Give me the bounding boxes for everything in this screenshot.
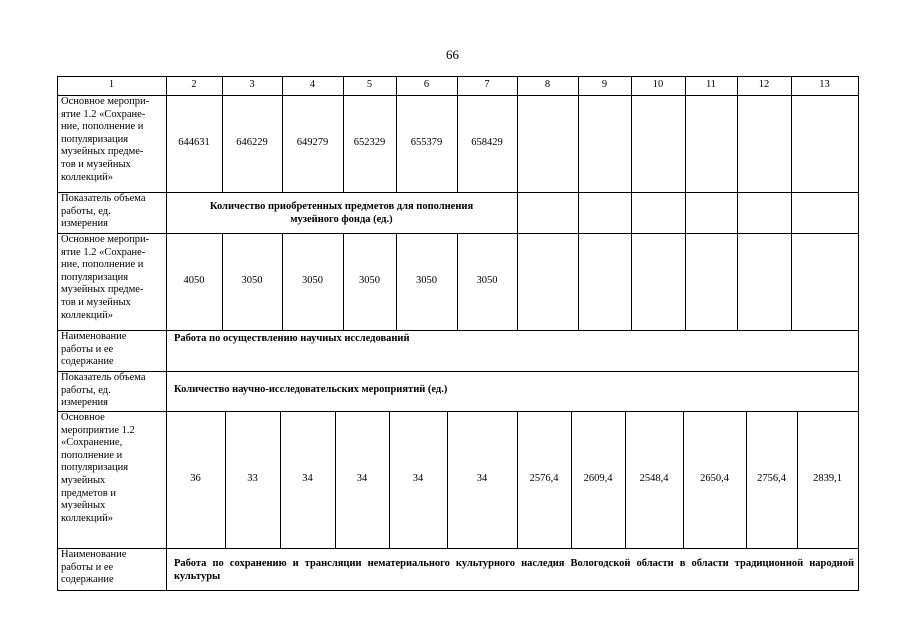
value-cell: 4050 xyxy=(183,275,205,287)
column-header: 10 xyxy=(652,79,664,91)
table-rule xyxy=(858,371,859,412)
row-label: Наименование работы и ее содержание xyxy=(61,331,127,368)
work-name-text: Работа по осуществлению научных исследований xyxy=(174,333,410,344)
indicator-text: Количество приобретенных предметов для пополнения музейного фонда (ед.) xyxy=(209,201,474,225)
row-label: Основное меропри- ятие 1.2 «Сохране- ние, пополнение и популяризация музейных предме- тов и музейных коллекций» xyxy=(61,96,150,183)
row-label: Наименование работы и ее содержание xyxy=(61,549,127,586)
table-rule xyxy=(737,233,738,331)
table-rule xyxy=(858,95,859,193)
table-rule xyxy=(685,192,686,234)
column-header: 6 xyxy=(423,79,430,91)
column-header: 3 xyxy=(249,79,255,91)
table-rule xyxy=(685,233,686,331)
value-cell: 3050 xyxy=(476,275,498,287)
value-cell: 34 xyxy=(356,473,368,485)
table-rule xyxy=(631,233,632,331)
value-cell: 2609,4 xyxy=(583,473,613,485)
value-cell: 644631 xyxy=(178,137,210,149)
table-rule xyxy=(57,590,859,591)
value-cell: 33 xyxy=(247,473,258,485)
table-rule xyxy=(858,548,859,591)
table-rule xyxy=(737,192,738,234)
column-header: 5 xyxy=(366,79,373,91)
table-rule xyxy=(858,411,859,549)
value-cell: 2839,1 xyxy=(813,473,842,485)
table-rule xyxy=(858,76,859,96)
table-rule xyxy=(858,330,859,372)
table-rule xyxy=(517,192,518,234)
value-cell: 3050 xyxy=(302,275,323,287)
column-header: 2 xyxy=(191,79,197,91)
row-label: Основное мероприятие 1.2 «Сохранение, пополнение и популяризация музейных предметов и музейных коллекций» xyxy=(61,412,135,524)
table-rule xyxy=(791,233,792,331)
value-cell: 34 xyxy=(476,473,488,485)
table-rule xyxy=(791,192,792,234)
work-name-text: Работа по сохранению и трансляции нематериального культурного наследия Вологодской области в области традиционной народной культуры xyxy=(174,558,854,582)
value-cell: 646229 xyxy=(236,137,268,149)
value-cell: 2756,4 xyxy=(757,473,786,485)
value-cell: 2576,4 xyxy=(529,473,559,485)
table-rule xyxy=(631,192,632,234)
value-cell: 36 xyxy=(190,473,201,485)
table-rule xyxy=(631,95,632,193)
table-rule xyxy=(517,233,518,331)
value-cell: 658429 xyxy=(471,137,503,149)
column-header: 13 xyxy=(819,79,830,91)
value-cell: 649279 xyxy=(296,137,329,149)
table-rule xyxy=(858,233,859,331)
column-header: 11 xyxy=(705,79,717,91)
row-label: Показатель объема работы, ед. измерения xyxy=(61,372,146,409)
column-header: 9 xyxy=(601,79,608,91)
table-rule xyxy=(791,95,792,193)
indicator-text: Количество научно-исследовательских мероприятий (ед.) xyxy=(174,384,448,395)
column-header: 8 xyxy=(544,79,551,91)
table-rule xyxy=(737,95,738,193)
column-header: 1 xyxy=(108,79,115,91)
value-cell: 3050 xyxy=(416,275,437,287)
value-cell: 3050 xyxy=(359,275,380,287)
value-cell: 2650,4 xyxy=(700,473,729,485)
page-number: 66 xyxy=(446,47,459,62)
value-cell: 655379 xyxy=(410,137,443,149)
column-header: 7 xyxy=(484,79,490,91)
row-label: Показатель объема работы, ед. измерения xyxy=(61,193,146,230)
value-cell: 34 xyxy=(412,473,424,485)
column-header: 12 xyxy=(758,79,770,91)
value-cell: 2548,4 xyxy=(639,473,669,485)
value-cell: 652329 xyxy=(353,137,386,149)
table-rule xyxy=(685,95,686,193)
table-rule xyxy=(578,233,579,331)
value-cell: 3050 xyxy=(241,275,263,287)
table-rule xyxy=(858,192,859,234)
value-cell: 34 xyxy=(302,473,313,485)
table-rule xyxy=(578,95,579,193)
table-rule xyxy=(578,192,579,234)
table-rule xyxy=(517,95,518,193)
row-label: Основное меропри- ятие 1.2 «Сохране- ние, пополнение и популяризация музейных предме- тов и музейных коллекций» xyxy=(61,234,150,321)
column-header: 4 xyxy=(309,79,316,91)
